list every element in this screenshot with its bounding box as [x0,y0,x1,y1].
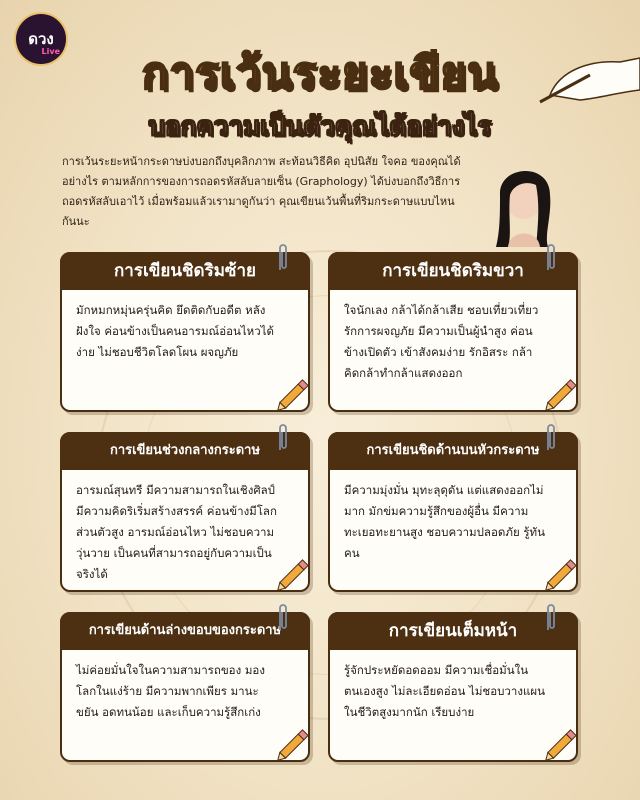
logo-sub: Live [41,47,60,56]
paperclip-icon [276,242,290,272]
portrait-image [478,155,570,247]
pencil-icon [538,550,586,598]
logo-text: ดวง [28,30,54,48]
card-bottom-page [60,612,310,762]
card-right-margin [328,252,578,412]
paperclip-icon [544,242,558,272]
card-full-page [328,612,578,762]
card-left-margin [60,252,310,412]
card-heading: การเขียนช่วงกลางกระดาษ [60,432,310,470]
card-body: ใจนักเลง กล้าได้กล้าเสีย ชอบเที่ยวเที่ยว รักการผจญภัย มีความเป็นผู้นำสูง ค่อนข้างเปิดตัว เข้าสังคมง่าย รักอิสระ กล้าคิดกล้าทำกล้าแสดงออก [344,303,539,380]
card-top-page [328,432,578,592]
pencil-icon [538,720,586,768]
paperclip-icon [276,602,290,632]
pencil-icon [270,720,318,768]
card-body: อารมณ์สุนทรี มีความสามารถในเชิงศิลป์ มีความคิดริเริ่มสร้างสรรค์ ค่อนข้างมีโลกส่วนตัวสูง อารมณ์อ่อนไหว ไม่ชอบความวุ่นวาย เป็นคนที่สามารถอยู่กับความเป็นจริงได้ [76,483,277,581]
page-title: การเว้นระยะเขียน [141,48,499,99]
paperclip-icon [276,422,290,452]
card-body: มักหมกหมุ่นครุ่นคิด ยึดติดกับอดีต หลังฝังใจ ค่อนข้างเป็นคนอารมณ์อ่อนไหวได้ง่าย ไม่ชอบชีวิตโลดโผน ผจญภัย [76,303,274,359]
card-heading: การเขียนชิดด้านบนหัวกระดาษ [328,432,578,470]
pencil-icon [270,550,318,598]
card-heading: การเขียนด้านล่างขอบของกระดาษ [60,612,310,650]
card-heading: การเขียนชิดริมขวา [328,252,578,290]
card-body: มีความมุ่งมั่น มุทะลุดุดัน แต่แสดงออกไม่มาก มักข่มความรู้สึกของผู้อื่น มีความทะเยอทะยานสูง ชอบความปลอดภัย รู้ทันคน [344,483,545,560]
card-body: รู้จักประหยัดอดออม มีความเชื่อมั่นในตนเองสูง ไม่ละเอียดอ่อน ไม่ชอบวางแผนในชีวิตสูงมากนัก เรียบง่าย [344,663,545,719]
pencil-icon [270,370,318,418]
page-subtitle: บอกความเป็นตัวคุณได้อย่างไร [148,112,492,142]
paperclip-icon [544,422,558,452]
card-heading: การเขียนชิดริมซ้าย [60,252,310,290]
card-middle-page [60,432,310,592]
paperclip-icon [544,602,558,632]
intro-text: การเว้นระยะหน้ากระดาษบ่งบอกถึงบุคลิกภาพ สะท้อนวิธีคิด อุปนิสัย ใจคอ ของคุณได้อย่างไร ตามหลักการของการถอดรหัสลับลายเซ็น (Graphology) ได้บ่งบอกถึงวิธีการถอดรหัสลับเอาไว้ เมื่อพร้อมแล้วเรามาดูกันว่า คุณเขียนเว้นพื้นที่ริมกระดาษแบบไหนกันนะ [62,155,461,228]
card-body: ไม่ค่อยมั่นใจในความสามารถของ มองโลกในแง่ร้าย มีความพากเพียร มานะ ขยัน อดทนน้อย และเก็บความรู้สึกเก่ง [76,663,265,719]
pencil-icon [538,370,586,418]
card-heading: การเขียนเต็มหน้า [328,612,578,650]
